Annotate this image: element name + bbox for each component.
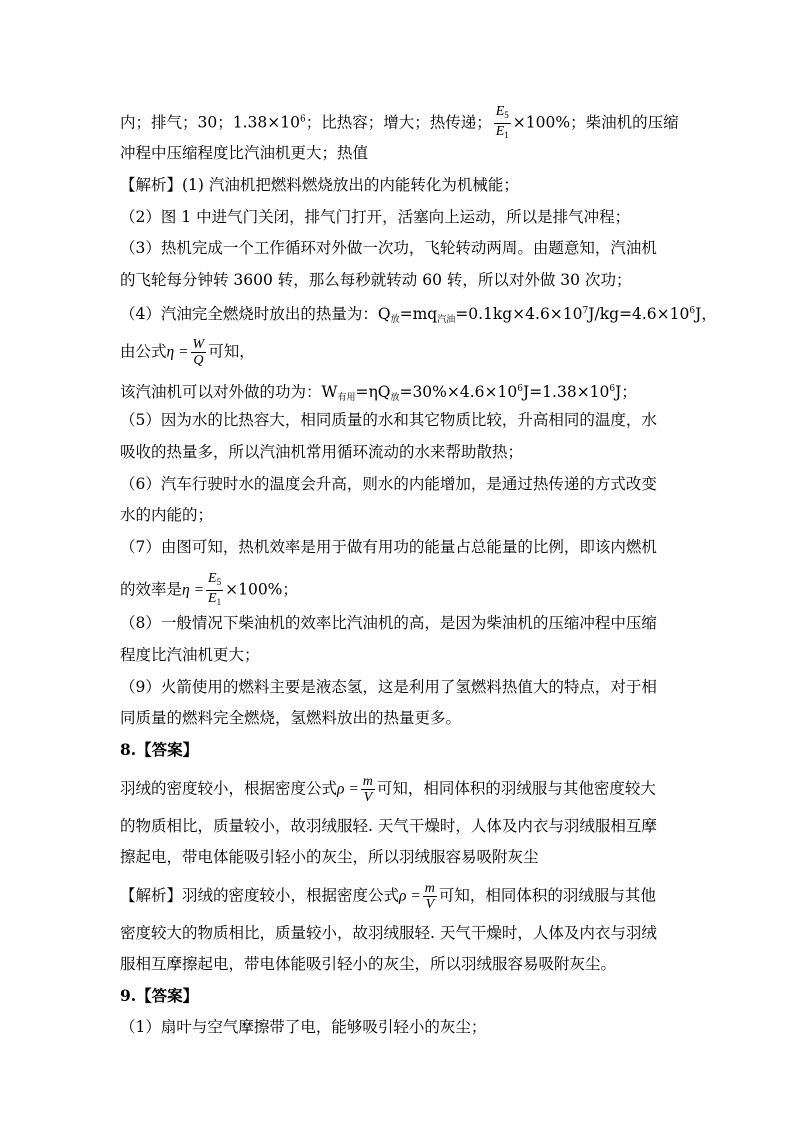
text: =mq bbox=[399, 305, 438, 323]
analysis-line-15: 程度比汽油机更大； bbox=[120, 646, 260, 664]
subscript: 放 bbox=[390, 315, 400, 325]
text: J， bbox=[695, 305, 717, 323]
exponent: 7 bbox=[582, 306, 589, 316]
analysis-line-12: （7）由图可知，热机效率是用于做有用功的能量占总能量的比例，即该内燃机 bbox=[120, 538, 657, 556]
analysis-line-4: 的飞轮每分钟转 3600 转，那么每秒就转动 60 转，所以对外做 30 次功； bbox=[120, 271, 632, 289]
denominator bbox=[494, 124, 511, 143]
analysis-line-3: （3）热机完成一个工作循环对外做一次功，飞轮转动两周。由题意知，汽油机 bbox=[120, 239, 657, 257]
analysis-line-16: （9）火箭使用的燃料主要是液态氢，这是利用了氢燃料热值大的特点，对于相 bbox=[120, 678, 657, 696]
analysis-line-5 bbox=[120, 301, 717, 330]
denominator: V bbox=[425, 897, 435, 912]
numerator-subscript: 5 bbox=[216, 577, 222, 587]
analysis-line-6 bbox=[120, 337, 255, 368]
density-fraction bbox=[423, 881, 437, 912]
denominator-subscript: 1 bbox=[504, 130, 509, 140]
numerator bbox=[494, 104, 511, 124]
text: J； bbox=[615, 383, 637, 401]
analysis-line-2: （2）图 1 中进气门关闭，排气门打开，活塞向上运动，所以是排气冲程； bbox=[120, 208, 631, 226]
question-9-heading: 9.【答案】 bbox=[120, 986, 199, 1005]
question-8-heading: 8.【答案】 bbox=[120, 740, 199, 759]
analysis-line-8: （5）因为水的比热容大，相同质量的水和其它物质比较，升高相同的温度，水 bbox=[120, 411, 657, 429]
numerator: W bbox=[192, 337, 205, 352]
text: 该汽油机可以对外做的功为：W bbox=[120, 383, 338, 401]
text: 羽绒的密度较小，根据密度公式 bbox=[120, 779, 338, 798]
text: =30%×4.6×10 bbox=[399, 383, 518, 401]
rho-symbol: ρ = bbox=[337, 780, 359, 798]
denominator: Q bbox=[193, 353, 204, 368]
denominator-symbol: E bbox=[208, 591, 217, 606]
efficiency-fraction bbox=[494, 104, 511, 143]
efficiency-fraction bbox=[206, 571, 223, 610]
text: ×100%； bbox=[225, 580, 298, 599]
density-fraction bbox=[361, 774, 375, 805]
answer-9-line-1: （1）扇叶与空气摩擦带了电，能够吸引轻小的灰尘； bbox=[120, 1018, 487, 1036]
numerator bbox=[206, 571, 223, 591]
eta-symbol: η = bbox=[182, 581, 205, 599]
exponent: 6 bbox=[517, 384, 523, 394]
text: 的效率是 bbox=[120, 580, 183, 599]
numerator: m bbox=[362, 774, 373, 789]
analysis-8-line-2: 密度较大的物质相比，质量较小，故羽绒服轻. 天气干燥时，人体及内衣与羽绒 bbox=[120, 924, 657, 942]
numerator-subscript: 5 bbox=[504, 110, 509, 120]
text: 由公式 bbox=[120, 342, 167, 361]
analysis-line-11: 水的内能的； bbox=[120, 506, 214, 524]
answer-8-line-1 bbox=[120, 774, 656, 805]
analysis-8-line-1 bbox=[120, 881, 656, 912]
analysis-line-10: （6）汽车行驶时水的温度会升高，则水的内能增加，是通过热传递的方式改变 bbox=[120, 475, 657, 493]
denominator-subscript: 1 bbox=[216, 597, 222, 607]
answer-8-line-3: 擦起电，带电体能吸引轻小的灰尘，所以羽绒服容易吸附灰尘 bbox=[120, 848, 539, 866]
text: J/kg=4.6×10 bbox=[588, 305, 690, 323]
text: ；比热容；增大；热传递； bbox=[305, 113, 492, 132]
subscript: 放 bbox=[390, 393, 400, 403]
subscript: 汽油 bbox=[437, 315, 456, 325]
analysis-8-line-3: 服相互摩擦起电，带电体能吸引轻小的灰尘，所以羽绒服容易吸附灰尘。 bbox=[120, 955, 617, 973]
answer-8-line-2: 的物质相比，质量较小，故羽绒服轻. 天气干燥时，人体及内衣与羽绒服相互摩 bbox=[120, 817, 657, 835]
work-heat-fraction bbox=[191, 337, 207, 368]
analysis-line-14: （8）一般情况下柴油机的效率比汽油机的高，是因为柴油机的压缩冲程中压缩 bbox=[120, 614, 657, 632]
denominator bbox=[206, 591, 223, 610]
eta-symbol: η = bbox=[166, 343, 189, 361]
analysis-line-1: 【解析】(1) 汽油机把燃料燃烧放出的内能转化为机械能； bbox=[120, 176, 519, 194]
text: 可知， bbox=[208, 342, 255, 361]
analysis-line-7 bbox=[120, 379, 637, 408]
numerator: m bbox=[424, 881, 435, 896]
answer-line-1 bbox=[120, 104, 679, 143]
subscript: 有用 bbox=[337, 393, 356, 403]
text: 可知，相同体积的羽绒服与其他 bbox=[438, 886, 656, 905]
text: ×100%；柴油机的压缩 bbox=[512, 113, 679, 132]
denominator-symbol: E bbox=[495, 124, 505, 139]
text: （4）汽油完全燃烧时放出的热量为：Q bbox=[120, 305, 391, 323]
numerator-symbol: E bbox=[208, 571, 217, 586]
denominator: V bbox=[363, 790, 373, 805]
text: =ηQ bbox=[355, 383, 391, 401]
text: J=1.38×10 bbox=[522, 383, 610, 401]
analysis-line-17: 同质量的燃料完全燃烧，氢燃料放出的热量更多。 bbox=[120, 709, 462, 727]
numerator-symbol: E bbox=[495, 104, 505, 119]
answer-line-2: 冲程中压缩程度比汽油机更大；热值 bbox=[120, 144, 369, 162]
exponent: 6 bbox=[609, 384, 616, 394]
text: 【解析】羽绒的密度较小，根据密度公式 bbox=[120, 886, 400, 905]
analysis-line-9: 吸收的热量多，所以汽油机常用循环流动的水来帮助散热； bbox=[120, 443, 524, 461]
rho-symbol: ρ = bbox=[399, 887, 421, 905]
text: 可知，相同体积的羽绒服与其他密度较大 bbox=[376, 779, 656, 798]
analysis-line-13 bbox=[120, 571, 298, 610]
exponent: 6 bbox=[299, 114, 306, 125]
text: =0.1kg×4.6×10 bbox=[455, 305, 583, 323]
exponent: 6 bbox=[689, 306, 696, 316]
text: 内；排气；30；1.38×10 bbox=[120, 113, 300, 132]
